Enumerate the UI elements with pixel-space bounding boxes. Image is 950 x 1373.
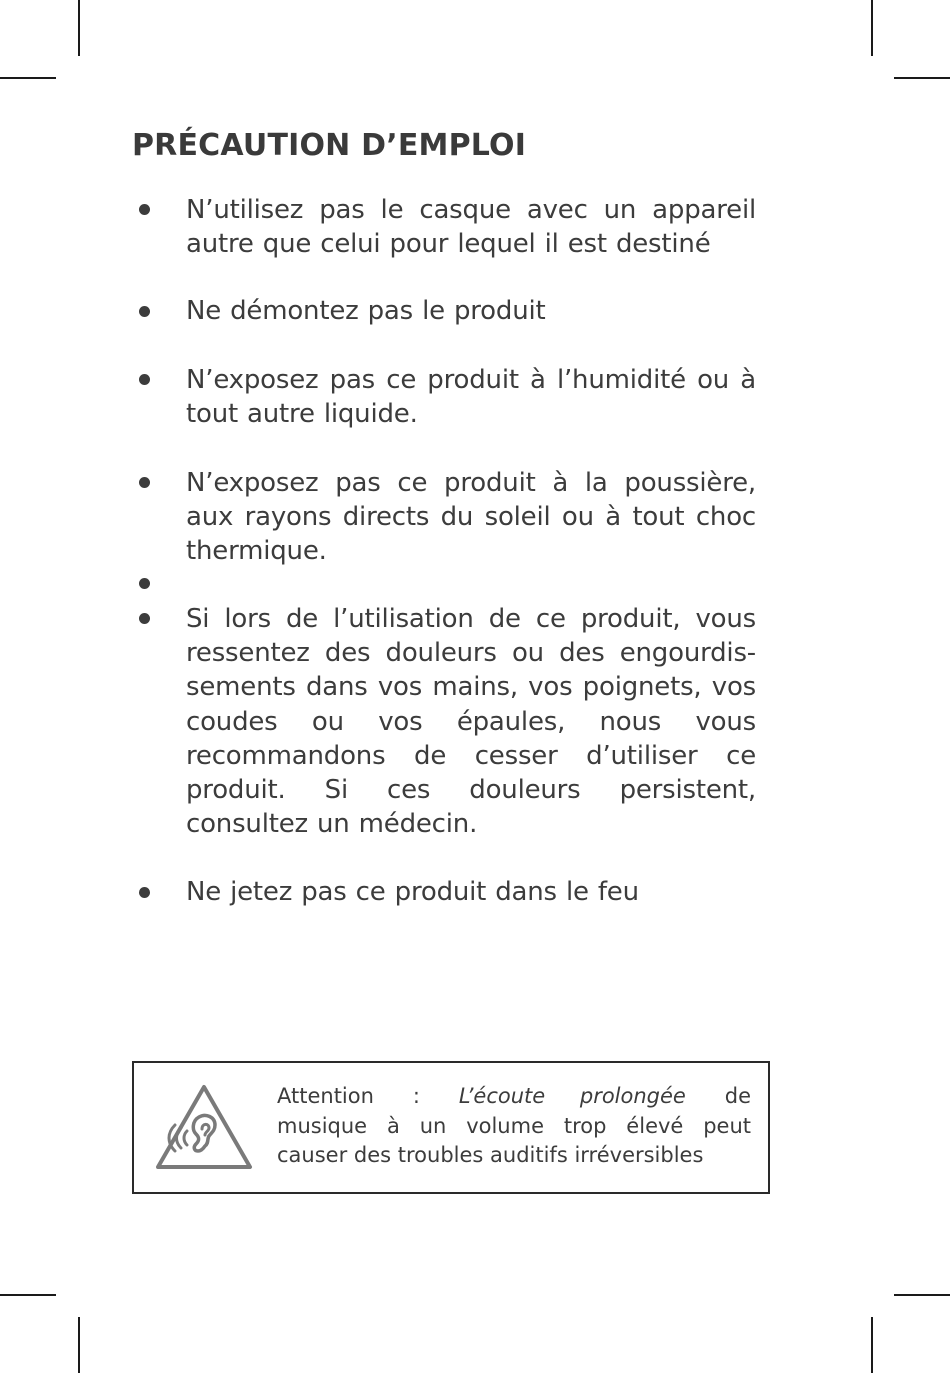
warning-emphasis: L’écoute prolongée bbox=[458, 1084, 686, 1108]
hearing-warning-box bbox=[132, 1061, 770, 1194]
warning-line: causer des troubles auditifs irréversibles bbox=[277, 1143, 704, 1167]
bullet-icon bbox=[139, 374, 150, 385]
bullet-icon bbox=[139, 477, 150, 488]
list-item-text: N’utilisez pas le casque avec un appareil autre que celui pour lequel il est destiné bbox=[186, 195, 756, 260]
warning-line: musique à un volume trop élevé peut bbox=[277, 1113, 751, 1138]
warning-line bbox=[277, 1082, 751, 1112]
warning-separator: : bbox=[412, 1084, 420, 1108]
list-item-text: N’exposez pas ce produit à la poussière, aux rayons directs du soleil ou à tout choc thermique. bbox=[186, 468, 756, 567]
bullet-icon bbox=[139, 613, 150, 624]
bullet-icon bbox=[139, 887, 150, 898]
warning-tail: de bbox=[724, 1084, 751, 1108]
page-title: PRÉCAUTION D’EMPLOI bbox=[132, 128, 527, 163]
list-item-text: Si lors de l’utilisation de ce produit, vous ressentez des douleurs ou des engourdis-sements dans vos mains, vos poignets, vos coudes ou vos épaules, nous vous recommandons de cesser d’utiliser ce produit. Si ces douleurs persistent, consultez un médecin. bbox=[186, 604, 756, 840]
list-item-text: N’exposez pas ce produit à l’humidité ou à tout autre liquide. bbox=[186, 365, 756, 430]
bullet-icon bbox=[139, 306, 150, 317]
bullet-icon bbox=[139, 204, 150, 215]
list-item-text: Ne démontez pas le produit bbox=[186, 296, 546, 326]
warning-label: Attention bbox=[277, 1084, 374, 1108]
hearing-warning-text bbox=[277, 1082, 751, 1171]
bullet-icon bbox=[139, 578, 150, 589]
list-item-text: Ne jetez pas ce produit dans le feu bbox=[186, 877, 639, 907]
hearing-warning-triangle-icon bbox=[154, 1083, 254, 1171]
